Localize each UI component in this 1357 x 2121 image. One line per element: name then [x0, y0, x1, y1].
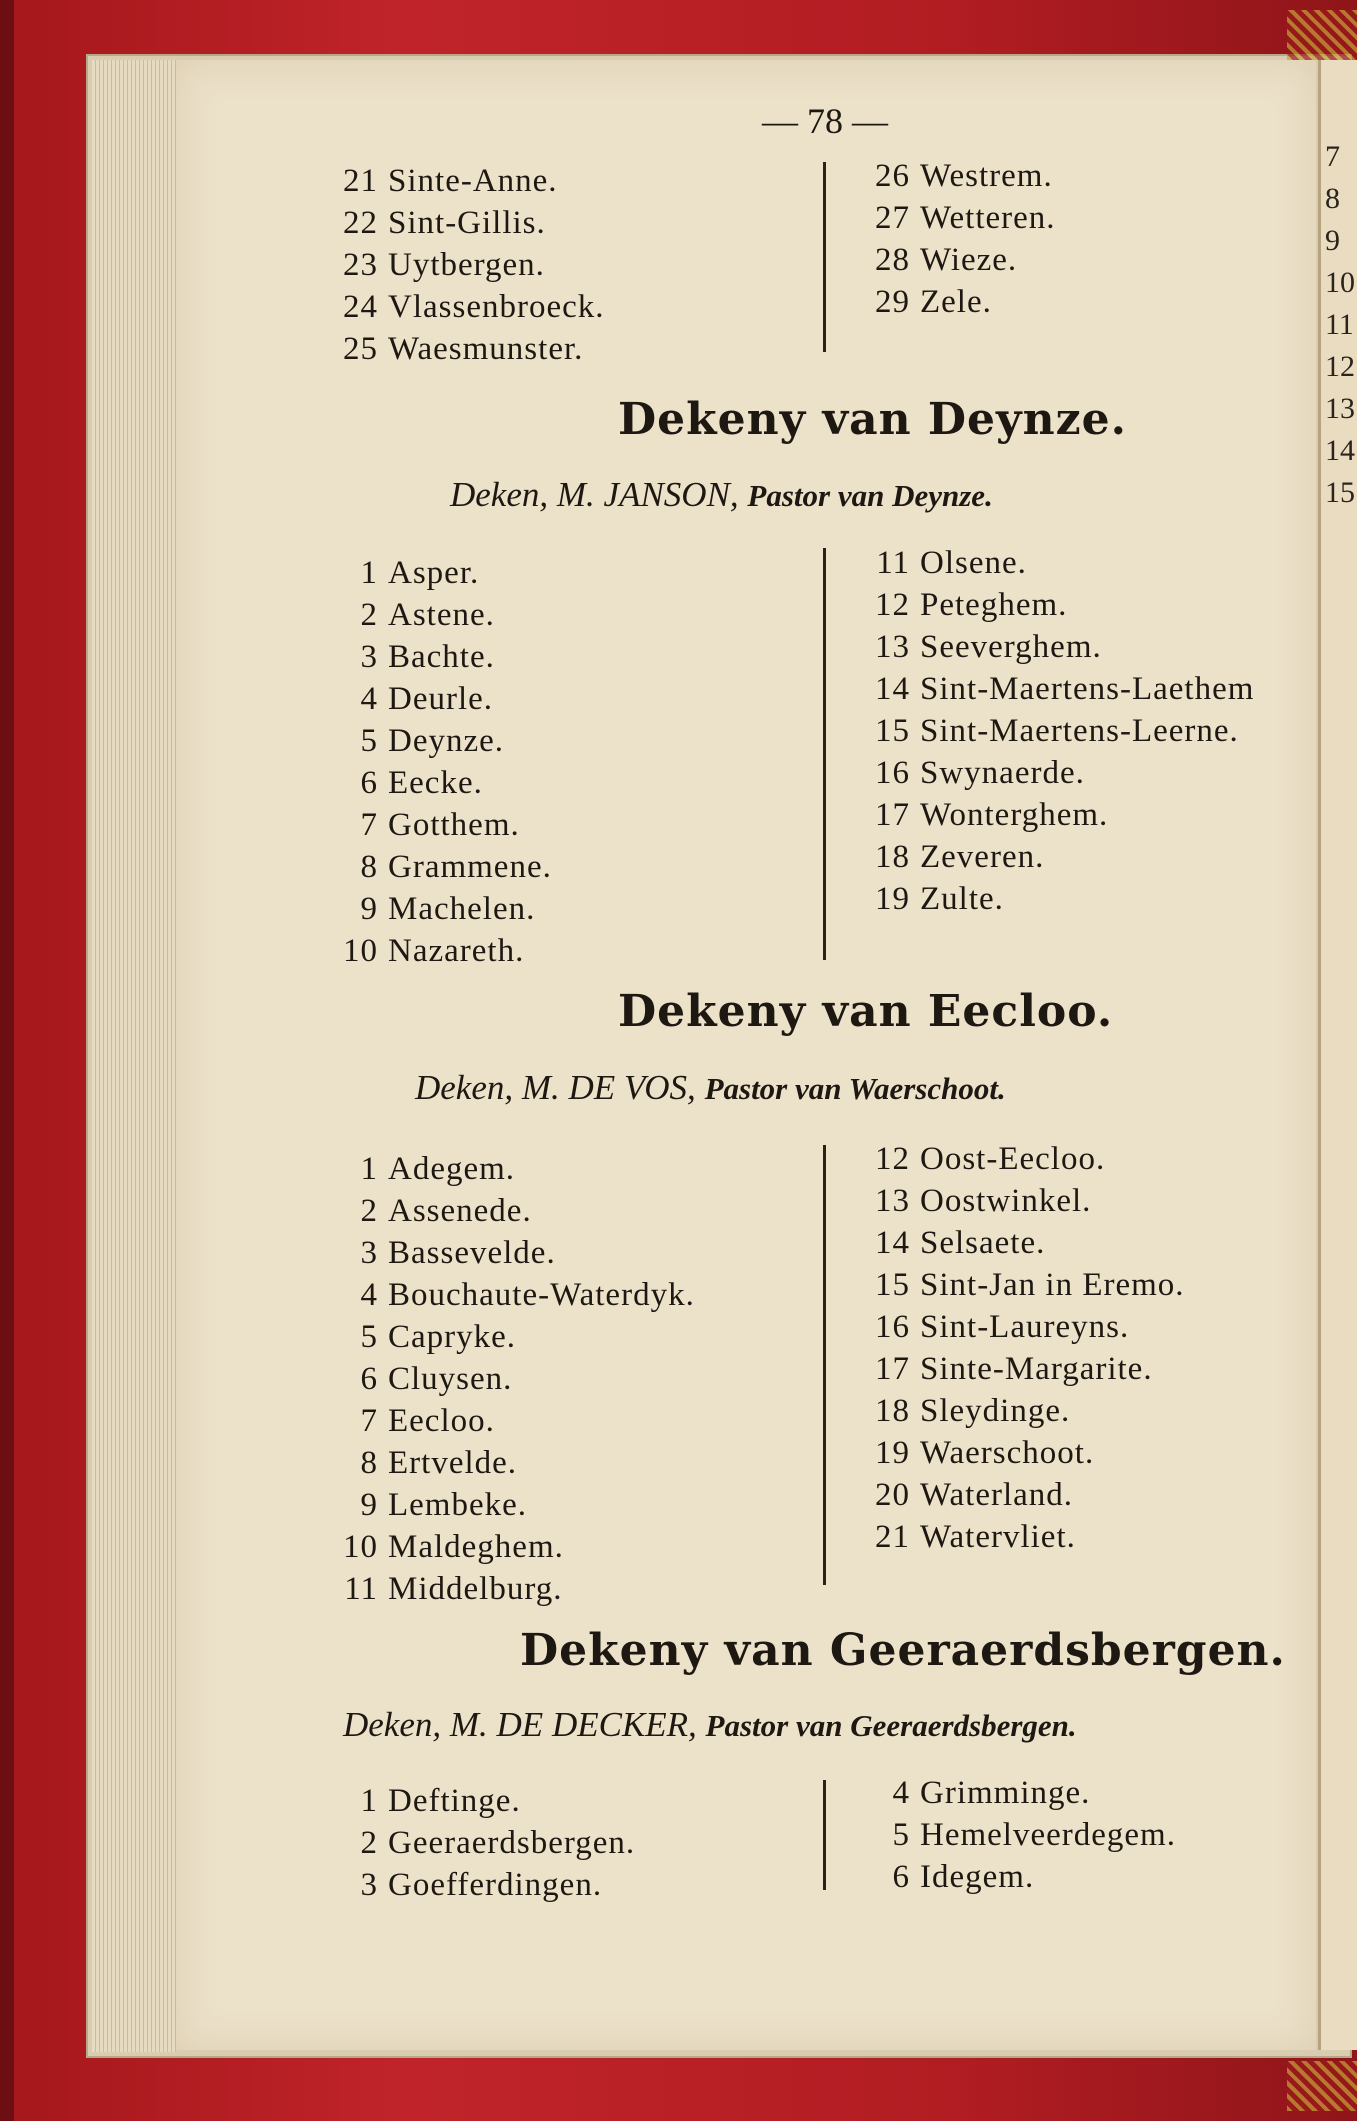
- item-number: 17: [875, 1351, 910, 1387]
- item-number: 9: [360, 891, 378, 927]
- list-item: [862, 626, 1254, 668]
- list-item: [330, 328, 605, 370]
- edge-number: 7: [1325, 140, 1340, 173]
- item-number: 9: [360, 1487, 378, 1523]
- list-item: [330, 1822, 635, 1864]
- item-number: 26: [875, 158, 910, 194]
- dean-pastor: Pastor van Geeraerdsbergen.: [705, 1708, 1077, 1743]
- item-name: Middelburg.: [388, 1571, 563, 1607]
- list-item: [862, 1180, 1185, 1222]
- list-item: [330, 636, 552, 678]
- item-number: 10: [343, 1529, 378, 1565]
- page-edges: [92, 60, 176, 2052]
- item-name: Wetteren.: [920, 200, 1056, 236]
- item-name: Bouchaute-Waterdyk.: [388, 1277, 695, 1313]
- dean-pastor: Pastor van Waerschoot.: [704, 1071, 1006, 1106]
- item-number: 10: [343, 933, 378, 969]
- item-number: 6: [892, 1859, 910, 1895]
- item-name: Seeverghem.: [920, 629, 1102, 665]
- list-item: [330, 930, 552, 972]
- section-heading: Dekeny van Deynze.: [618, 394, 1127, 445]
- list-item: [330, 1780, 635, 1822]
- edge-number: 9: [1325, 224, 1340, 257]
- list-left-column: [330, 160, 605, 370]
- list-item: [862, 1348, 1185, 1390]
- list-item: [330, 1148, 695, 1190]
- list-left-column: [330, 1148, 695, 1610]
- item-number: 25: [343, 331, 378, 367]
- item-name: Idegem.: [920, 1859, 1035, 1895]
- item-number: 22: [343, 205, 378, 241]
- section-heading: Dekeny van Geeraerdsbergen.: [520, 1625, 1286, 1676]
- edge-number: 13: [1325, 392, 1355, 425]
- item-number: 15: [875, 713, 910, 749]
- list-item: [862, 836, 1254, 878]
- item-number: 13: [875, 629, 910, 665]
- item-number: 16: [875, 755, 910, 791]
- list-item: [330, 1400, 695, 1442]
- item-number: 11: [876, 545, 910, 581]
- item-number: 16: [875, 1309, 910, 1345]
- column-divider: [823, 548, 826, 960]
- item-name: Geeraerdsbergen.: [388, 1825, 636, 1861]
- item-name: Swynaerde.: [920, 755, 1085, 791]
- item-number: 11: [344, 1571, 378, 1607]
- list-item: [862, 1222, 1185, 1264]
- item-number: 5: [892, 1817, 910, 1853]
- list-item: [330, 1864, 635, 1906]
- list-left-column: [330, 552, 552, 972]
- list-item: [862, 1814, 1176, 1856]
- item-name: Sint-Laureyns.: [920, 1309, 1130, 1345]
- item-number: 8: [360, 849, 378, 885]
- list-item: [862, 1306, 1185, 1348]
- item-number: 14: [875, 1225, 910, 1261]
- list-item: [330, 762, 552, 804]
- list-item: [330, 202, 605, 244]
- list-item: [330, 286, 605, 328]
- item-number: 12: [875, 587, 910, 623]
- item-name: Oost-Eecloo.: [920, 1141, 1106, 1177]
- edge-number: 8: [1325, 182, 1340, 215]
- item-name: Sleydinge.: [920, 1393, 1071, 1429]
- item-number: 29: [875, 284, 910, 320]
- list-item: [862, 542, 1254, 584]
- column-divider: [823, 1145, 826, 1585]
- item-name: Wonterghem.: [920, 797, 1109, 833]
- list-item: [330, 244, 605, 286]
- list-item: [330, 1190, 695, 1232]
- item-name: Waerschoot.: [920, 1435, 1095, 1471]
- list-item: [862, 584, 1254, 626]
- edge-number: 15: [1325, 476, 1355, 509]
- item-number: 5: [360, 723, 378, 759]
- list-item: [330, 1442, 695, 1484]
- item-name: Deftinge.: [388, 1783, 521, 1819]
- list-item: [862, 1516, 1185, 1558]
- item-name: Sint-Maertens-Leerne.: [920, 713, 1239, 749]
- item-name: Hemelveerdegem.: [920, 1817, 1176, 1853]
- item-name: Bachte.: [388, 639, 495, 675]
- edge-number: 14: [1325, 434, 1355, 467]
- item-name: Sinte-Anne.: [388, 163, 558, 199]
- list-item: [862, 155, 1056, 197]
- item-name: Waesmunster.: [388, 331, 584, 367]
- item-name: Grammene.: [388, 849, 552, 885]
- list-item: [862, 794, 1254, 836]
- item-name: Lembeke.: [388, 1487, 528, 1523]
- item-name: Sint-Maertens-Laethem: [920, 671, 1255, 707]
- dean-title: Deken, M. DE DECKER,: [343, 1705, 697, 1744]
- list-item: [330, 846, 552, 888]
- list-item: [330, 1316, 695, 1358]
- item-number: 18: [875, 839, 910, 875]
- gilt-corner: [1287, 2061, 1357, 2111]
- item-name: Zele.: [920, 284, 992, 320]
- item-number: 1: [360, 555, 378, 591]
- list-item: [862, 752, 1254, 794]
- item-name: Goefferdingen.: [388, 1867, 603, 1903]
- item-name: Waterland.: [920, 1477, 1074, 1513]
- item-name: Ertvelde.: [388, 1445, 518, 1481]
- item-name: Astene.: [388, 597, 495, 633]
- dean-line: [415, 1068, 1006, 1108]
- item-number: 3: [360, 1235, 378, 1271]
- item-number: 3: [360, 639, 378, 675]
- dean-title: Deken, M. DE VOS,: [415, 1068, 696, 1107]
- list-right-column: [862, 1772, 1176, 1898]
- column-divider: [823, 1780, 826, 1890]
- item-name: Sinte-Margarite.: [920, 1351, 1153, 1387]
- list-item: [330, 1568, 695, 1610]
- item-number: 6: [360, 1361, 378, 1397]
- item-name: Asper.: [388, 555, 480, 591]
- list-item: [330, 1526, 695, 1568]
- item-number: 2: [360, 1193, 378, 1229]
- list-item: [330, 1274, 695, 1316]
- list-right-column: [862, 155, 1056, 323]
- list-item: [862, 1474, 1185, 1516]
- item-name: Adegem.: [388, 1151, 516, 1187]
- item-number: 7: [360, 807, 378, 843]
- item-number: 19: [875, 881, 910, 917]
- item-number: 2: [360, 597, 378, 633]
- item-number: 19: [875, 1435, 910, 1471]
- item-name: Cluysen.: [388, 1361, 513, 1397]
- item-number: 5: [360, 1319, 378, 1355]
- item-number: 27: [875, 200, 910, 236]
- column-divider: [823, 162, 826, 352]
- item-number: 4: [360, 681, 378, 717]
- list-item: [862, 1856, 1176, 1898]
- item-number: 1: [360, 1783, 378, 1819]
- item-name: Sint-Jan in Eremo.: [920, 1267, 1185, 1303]
- item-number: 4: [892, 1775, 910, 1811]
- item-name: Selsaete.: [920, 1225, 1046, 1261]
- edge-number: 12: [1325, 350, 1355, 383]
- item-name: Eecke.: [388, 765, 483, 801]
- dean-line: [343, 1705, 1077, 1745]
- item-name: Grimminge.: [920, 1775, 1091, 1811]
- item-number: 7: [360, 1403, 378, 1439]
- item-number: 28: [875, 242, 910, 278]
- list-item: [862, 1138, 1185, 1180]
- edge-number: 10: [1325, 266, 1355, 299]
- item-name: Peteghem.: [920, 587, 1068, 623]
- list-right-column: [862, 542, 1254, 920]
- item-name: Westrem.: [920, 158, 1053, 194]
- list-item: [862, 710, 1254, 752]
- item-number: 3: [360, 1867, 378, 1903]
- book-spine-edge: [0, 0, 14, 2121]
- item-name: Wieze.: [920, 242, 1018, 278]
- next-page-edge: [1318, 60, 1357, 2050]
- list-item: [330, 552, 552, 594]
- list-right-column: [862, 1138, 1185, 1558]
- item-name: Oostwinkel.: [920, 1183, 1092, 1219]
- item-number: 2: [360, 1825, 378, 1861]
- list-item: [330, 804, 552, 846]
- item-number: 12: [875, 1141, 910, 1177]
- item-name: Zulte.: [920, 881, 1004, 917]
- dean-pastor: Pastor van Deynze.: [747, 478, 993, 513]
- item-number: 21: [343, 163, 378, 199]
- item-name: Machelen.: [388, 891, 536, 927]
- list-item: [862, 1390, 1185, 1432]
- list-item: [862, 668, 1254, 710]
- item-name: Zeveren.: [920, 839, 1045, 875]
- list-item: [862, 1772, 1176, 1814]
- list-item: [330, 160, 605, 202]
- gilt-corner: [1287, 10, 1357, 60]
- item-name: Uytbergen.: [388, 247, 545, 283]
- list-item: [330, 1358, 695, 1400]
- list-item: [862, 281, 1056, 323]
- list-item: [862, 1264, 1185, 1306]
- item-number: 6: [360, 765, 378, 801]
- list-item: [330, 720, 552, 762]
- dean-line: [450, 475, 993, 515]
- item-number: 24: [343, 289, 378, 325]
- item-number: 14: [875, 671, 910, 707]
- item-number: 13: [875, 1183, 910, 1219]
- item-name: Assenede.: [388, 1193, 532, 1229]
- item-name: Capryke.: [388, 1319, 517, 1355]
- item-name: Maldeghem.: [388, 1529, 564, 1565]
- list-item: [862, 1432, 1185, 1474]
- list-left-column: [330, 1780, 635, 1906]
- section-heading: Dekeny van Eecloo.: [618, 986, 1114, 1037]
- list-item: [862, 878, 1254, 920]
- item-name: Vlassenbroeck.: [388, 289, 605, 325]
- item-number: 18: [875, 1393, 910, 1429]
- item-number: 4: [360, 1277, 378, 1313]
- list-item: [330, 1232, 695, 1274]
- item-number: 15: [875, 1267, 910, 1303]
- item-number: 23: [343, 247, 378, 283]
- item-name: Nazareth.: [388, 933, 525, 969]
- item-name: Watervliet.: [920, 1519, 1076, 1555]
- list-item: [862, 239, 1056, 281]
- item-name: Deynze.: [388, 723, 505, 759]
- item-number: 1: [360, 1151, 378, 1187]
- item-number: 17: [875, 797, 910, 833]
- list-item: [330, 678, 552, 720]
- list-item: [330, 1484, 695, 1526]
- list-item: [330, 594, 552, 636]
- list-item: [330, 888, 552, 930]
- item-name: Bassevelde.: [388, 1235, 556, 1271]
- item-name: Gotthem.: [388, 807, 520, 843]
- page-number: — 78 —: [762, 101, 888, 141]
- item-name: Olsene.: [920, 545, 1027, 581]
- list-item: [862, 197, 1056, 239]
- edge-number: 11: [1325, 308, 1354, 341]
- item-name: Deurle.: [388, 681, 494, 717]
- item-name: Sint-Gillis.: [388, 205, 546, 241]
- dean-title: Deken, M. JANSON,: [450, 475, 739, 514]
- item-number: 21: [875, 1519, 910, 1555]
- item-name: Eecloo.: [388, 1403, 495, 1439]
- item-number: 20: [875, 1477, 910, 1513]
- item-number: 8: [360, 1445, 378, 1481]
